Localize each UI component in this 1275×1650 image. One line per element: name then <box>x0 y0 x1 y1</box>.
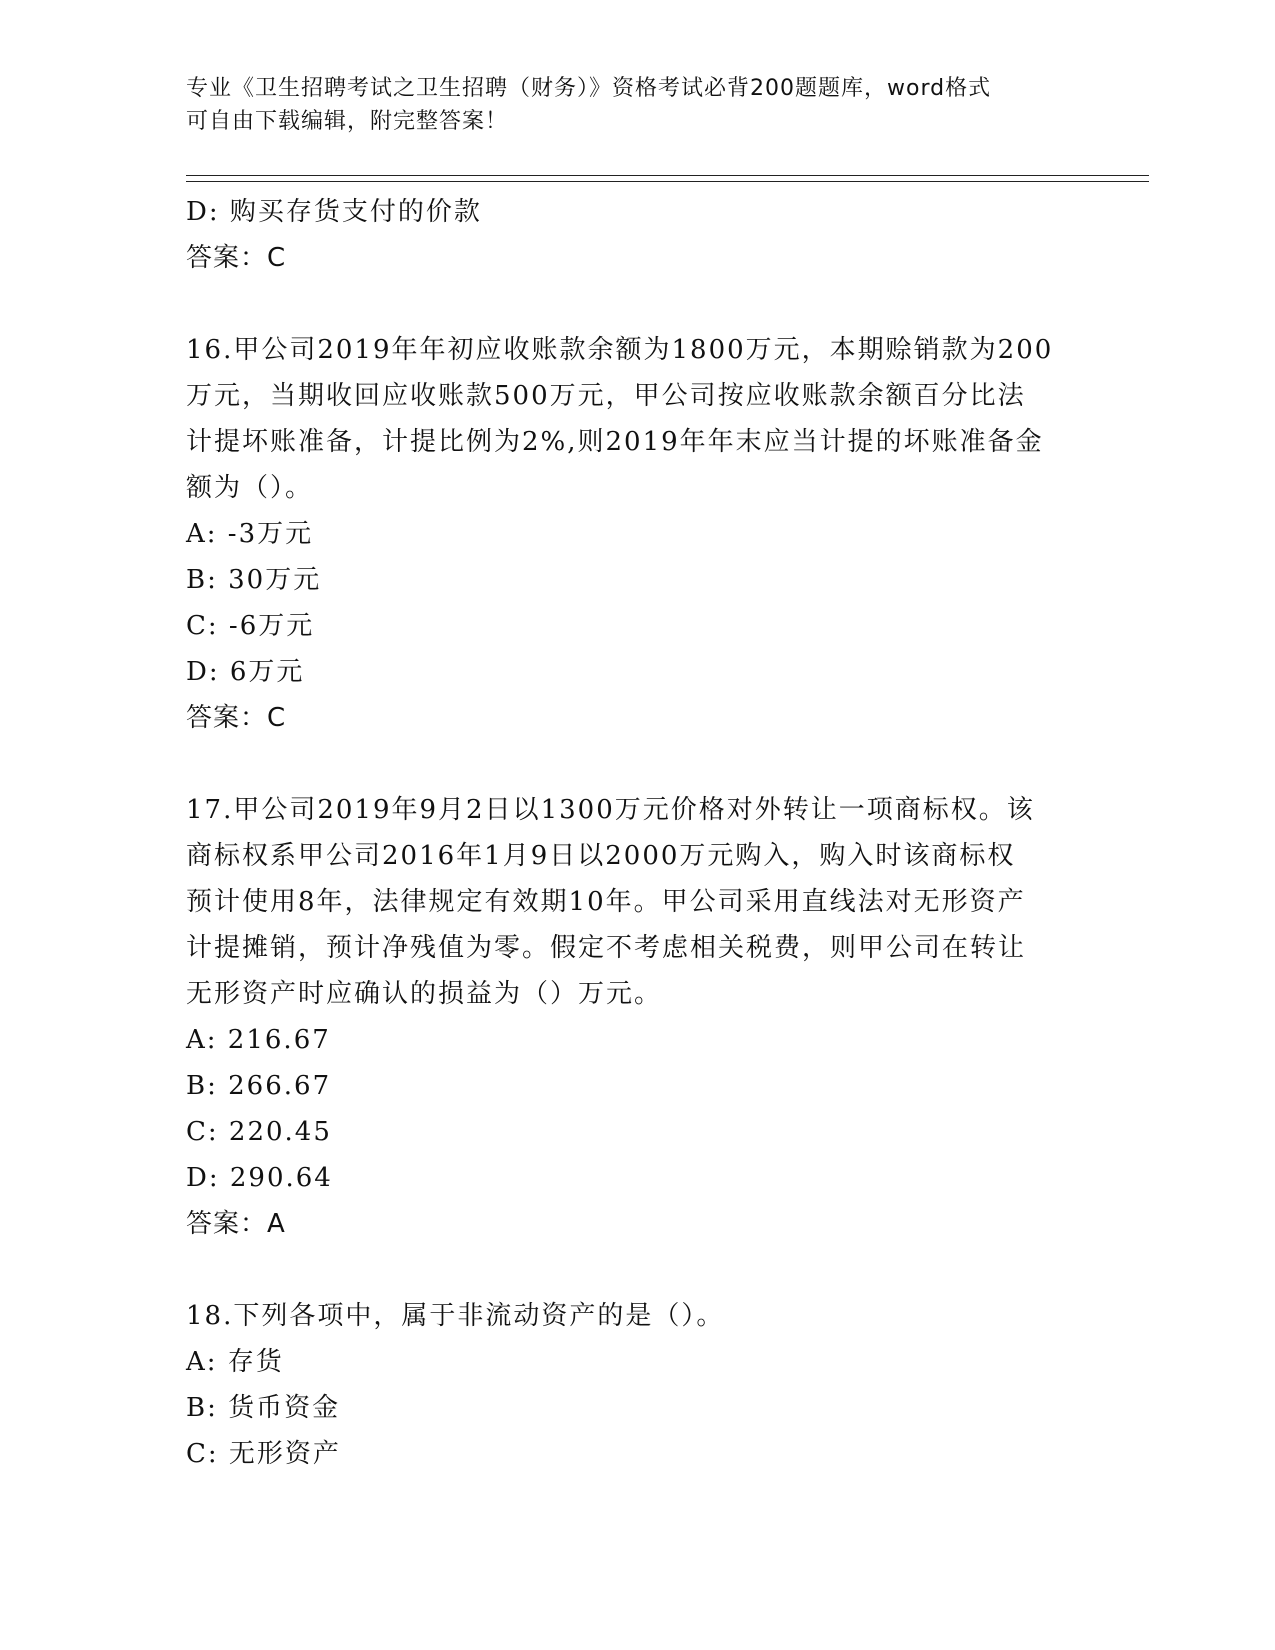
question-text-line: 无形资产时应确认的损益为（）万元。 <box>186 979 663 1009</box>
question-text-line: 万元，当期收回应收账款500万元，甲公司按应收账款余额百分比法 <box>186 381 1026 411</box>
question-text-line: 计提坏账准备，计提比例为2%,则2019年年末应当计提的坏账准备金 <box>186 427 1044 457</box>
option-a: A: 存货 <box>186 1347 284 1377</box>
question-17 <box>186 787 1086 1247</box>
document-body <box>186 189 1086 1477</box>
question-text-line: 预计使用8年，法律规定有效期10年。甲公司采用直线法对无形资产 <box>186 887 1026 917</box>
header-rule-bottom <box>186 181 1149 182</box>
option-b: B: 266.67 <box>186 1071 332 1101</box>
question-text-line: 17.甲公司2019年9月2日以1300万元价格对外转让一项商标权。该 <box>186 795 1035 825</box>
answer: 答案：C <box>186 243 287 273</box>
question-16 <box>186 327 1086 741</box>
option-d: D: 290.64 <box>186 1163 333 1193</box>
question-15-tail <box>186 189 1086 281</box>
question-text-line: 额为（）。 <box>186 473 314 503</box>
question-text-line: 18.下列各项中，属于非流动资产的是（）。 <box>186 1301 725 1331</box>
answer: 答案：C <box>186 703 287 733</box>
answer: 答案：A <box>186 1209 286 1239</box>
question-18 <box>186 1293 1086 1477</box>
header-rule-top <box>186 175 1149 176</box>
option-c: C: -6万元 <box>186 611 315 641</box>
question-text-line: 16.甲公司2019年年初应收账款余额为1800万元，本期赊销款为200 <box>186 335 1054 365</box>
option-b: B: 货币资金 <box>186 1393 341 1423</box>
document-header <box>186 72 1086 138</box>
option-c: C: 无形资产 <box>186 1439 341 1469</box>
option-b: B: 30万元 <box>186 565 322 595</box>
option-a: A: 216.67 <box>186 1025 331 1055</box>
option-d: D: 购买存货支付的价款 <box>186 197 482 227</box>
option-d: D: 6万元 <box>186 657 305 687</box>
question-text-line: 商标权系甲公司2016年1月9日以2000万元购入，购入时该商标权 <box>186 841 1016 871</box>
question-text-line: 计提摊销，预计净残值为零。假定不考虑相关税费，则甲公司在转让 <box>186 933 1027 963</box>
option-c: C: 220.45 <box>186 1117 332 1147</box>
option-a: A: -3万元 <box>186 519 314 549</box>
header-line-1: 专业《卫生招聘考试之卫生招聘（财务）》资格考试必背200题题库，word格式 <box>186 76 992 101</box>
header-line-2: 可自由下载编辑，附完整答案！ <box>186 109 509 134</box>
